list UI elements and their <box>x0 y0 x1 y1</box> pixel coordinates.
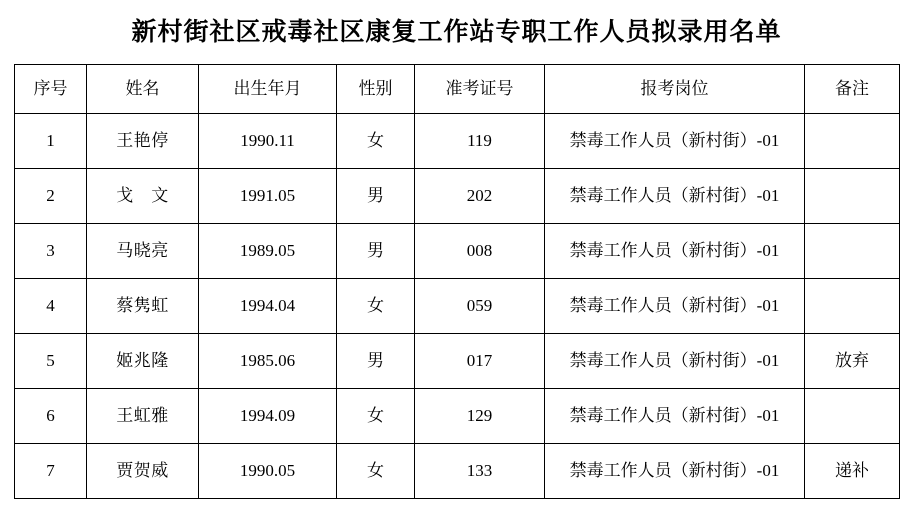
cell-exam-no: 129 <box>415 389 545 444</box>
cell-note <box>805 224 900 279</box>
cell-birth: 1994.04 <box>199 279 337 334</box>
cell-note <box>805 114 900 169</box>
cell-birth: 1990.05 <box>199 444 337 499</box>
cell-birth: 1991.05 <box>199 169 337 224</box>
column-header-sex: 性别 <box>337 65 415 114</box>
cell-exam-no: 133 <box>415 444 545 499</box>
cell-index: 1 <box>15 114 87 169</box>
cell-index: 6 <box>15 389 87 444</box>
page-title: 新村街社区戒毒社区康复工作站专职工作人员拟录用名单 <box>131 19 782 46</box>
column-header-birth: 出生年月 <box>199 65 337 114</box>
cell-exam-no: 119 <box>415 114 545 169</box>
cell-sex: 男 <box>337 224 415 279</box>
table-row <box>15 224 900 279</box>
cell-sex: 女 <box>337 279 415 334</box>
cell-name: 马晓亮 <box>87 224 199 279</box>
table-row <box>15 334 900 389</box>
cell-index: 5 <box>15 334 87 389</box>
cell-name: 姬兆隆 <box>87 334 199 389</box>
cell-exam-no: 017 <box>415 334 545 389</box>
cell-sex: 女 <box>337 114 415 169</box>
cell-sex: 女 <box>337 444 415 499</box>
cell-note <box>805 389 900 444</box>
cell-index: 2 <box>15 169 87 224</box>
column-header-exam-no: 准考证号 <box>415 65 545 114</box>
cell-birth: 1994.09 <box>199 389 337 444</box>
table-row <box>15 389 900 444</box>
table-row <box>15 114 900 169</box>
table-header-row <box>15 65 900 114</box>
cell-exam-no: 008 <box>415 224 545 279</box>
cell-note <box>805 279 900 334</box>
cell-index: 4 <box>15 279 87 334</box>
cell-exam-no: 059 <box>415 279 545 334</box>
cell-post: 禁毒工作人员（新村街）-01 <box>545 279 805 334</box>
cell-name: 戈 文 <box>87 169 199 224</box>
cell-index: 7 <box>15 444 87 499</box>
cell-post: 禁毒工作人员（新村街）-01 <box>545 389 805 444</box>
cell-name: 贾贺威 <box>87 444 199 499</box>
cell-name: 王艳停 <box>87 114 199 169</box>
cell-post: 禁毒工作人员（新村街）-01 <box>545 334 805 389</box>
column-header-post: 报考岗位 <box>545 65 805 114</box>
cell-birth: 1985.06 <box>199 334 337 389</box>
cell-exam-no: 202 <box>415 169 545 224</box>
cell-birth: 1989.05 <box>199 224 337 279</box>
cell-sex: 男 <box>337 169 415 224</box>
column-header-note: 备注 <box>805 65 900 114</box>
cell-post: 禁毒工作人员（新村街）-01 <box>545 169 805 224</box>
roster-table-container <box>0 64 913 499</box>
cell-note: 放弃 <box>805 334 900 389</box>
column-header-index: 序号 <box>15 65 87 114</box>
column-header-name: 姓名 <box>87 65 199 114</box>
cell-note <box>805 169 900 224</box>
cell-name: 王虹雅 <box>87 389 199 444</box>
table-row <box>15 444 900 499</box>
table-row <box>15 279 900 334</box>
cell-post: 禁毒工作人员（新村街）-01 <box>545 224 805 279</box>
roster-table <box>14 64 900 499</box>
table-header <box>15 65 900 114</box>
cell-sex: 男 <box>337 334 415 389</box>
cell-note: 递补 <box>805 444 900 499</box>
cell-name: 蔡隽虹 <box>87 279 199 334</box>
table-body <box>15 114 900 499</box>
cell-post: 禁毒工作人员（新村街）-01 <box>545 444 805 499</box>
cell-index: 3 <box>15 224 87 279</box>
cell-post: 禁毒工作人员（新村街）-01 <box>545 114 805 169</box>
table-row <box>15 169 900 224</box>
cell-birth: 1990.11 <box>199 114 337 169</box>
cell-sex: 女 <box>337 389 415 444</box>
